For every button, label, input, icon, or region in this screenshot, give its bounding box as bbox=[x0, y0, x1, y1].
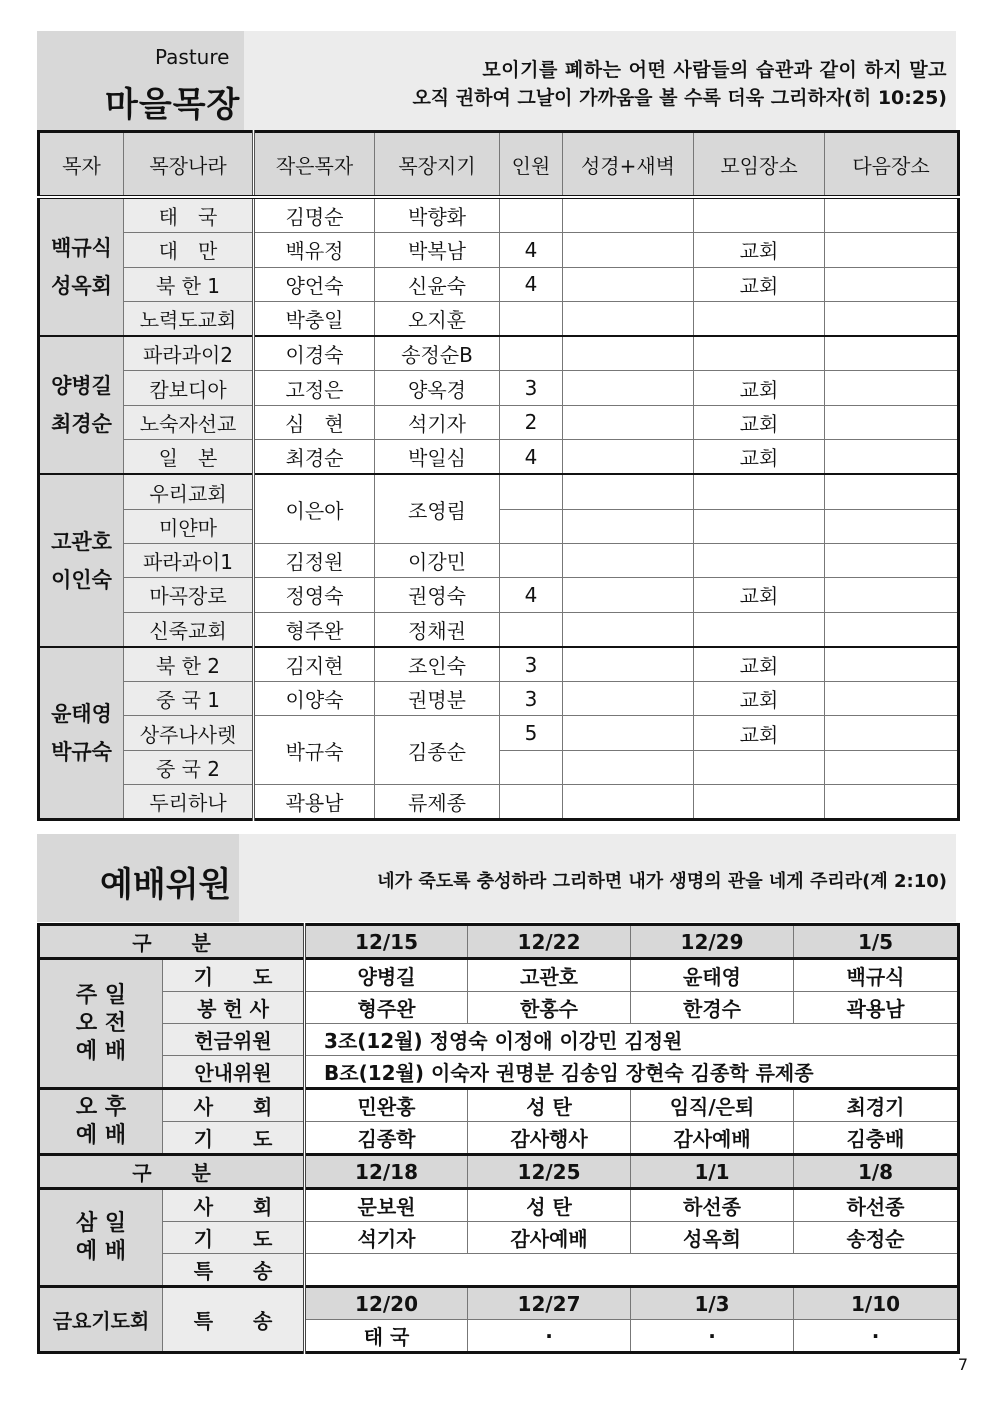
name-cell: 곽용남 bbox=[794, 992, 959, 1024]
pasture-row bbox=[39, 578, 959, 612]
nation-cell: 파라과이2 bbox=[124, 336, 254, 371]
date-cell: 12/29 bbox=[631, 925, 794, 959]
place-cell: 교회 bbox=[694, 440, 825, 475]
pasture-row bbox=[39, 647, 959, 682]
name-cell: · bbox=[631, 1320, 794, 1353]
small-pastor-cell: 박충일 bbox=[254, 301, 375, 336]
nation-cell: 파라과이1 bbox=[124, 543, 254, 577]
count-cell: 3 bbox=[500, 647, 563, 682]
role-special: 특 송 bbox=[163, 1287, 305, 1353]
name-cell: 성 탄 bbox=[468, 1189, 631, 1222]
next-cell bbox=[825, 336, 959, 371]
pasture-row bbox=[39, 785, 959, 820]
dates-row-1 bbox=[39, 925, 959, 959]
bible-cell bbox=[563, 578, 694, 612]
bible-cell bbox=[563, 474, 694, 509]
keeper-cell: 오지훈 bbox=[375, 301, 500, 336]
bible-cell bbox=[563, 543, 694, 577]
keeper-cell: 박향화 bbox=[375, 197, 500, 233]
header-bible: 성경+새벽 bbox=[563, 132, 694, 198]
keeper-cell: 류제종 bbox=[375, 785, 500, 820]
bible-cell bbox=[563, 405, 694, 439]
pasture-row bbox=[39, 197, 959, 233]
count-cell: 4 bbox=[500, 233, 563, 267]
place-cell: 교회 bbox=[694, 716, 825, 750]
pasture-row bbox=[39, 301, 959, 336]
count-cell: 2 bbox=[500, 405, 563, 439]
nation-cell: 우리교회 bbox=[124, 474, 254, 509]
nation-cell: 중 국 1 bbox=[124, 682, 254, 716]
role-host: 사 회 bbox=[163, 1189, 305, 1222]
pasture-row bbox=[39, 682, 959, 716]
count-cell bbox=[500, 612, 563, 647]
keeper-cell: 박복남 bbox=[375, 233, 500, 267]
role-host: 사 회 bbox=[163, 1089, 305, 1122]
section1-verse-line2: 오직 권하여 그날이 가까움을 볼 수록 더욱 그리하자(히 10:25) bbox=[412, 87, 947, 109]
money-committee-text: 3조(12월) 정영숙 이정애 이강민 김정원 bbox=[305, 1024, 959, 1056]
place-cell bbox=[694, 197, 825, 233]
next-cell bbox=[825, 197, 959, 233]
count-cell: 4 bbox=[500, 440, 563, 475]
next-cell bbox=[825, 509, 959, 543]
next-cell bbox=[825, 543, 959, 577]
name-cell: 석기자 bbox=[305, 1222, 468, 1254]
sunday-am-prayer-row bbox=[39, 959, 959, 992]
date-cell: 12/22 bbox=[468, 925, 631, 959]
bible-cell bbox=[563, 682, 694, 716]
name-cell: 김종학 bbox=[305, 1122, 468, 1155]
count-cell: 5 bbox=[500, 716, 563, 750]
count-cell bbox=[500, 750, 563, 784]
pasture-row bbox=[39, 233, 959, 267]
friday-label: 금요기도회 bbox=[39, 1287, 163, 1353]
name-cell: 민완홍 bbox=[305, 1089, 468, 1122]
pasture-row bbox=[39, 440, 959, 475]
role-money: 헌금위원 bbox=[163, 1024, 305, 1056]
role-prayer: 기 도 bbox=[163, 1222, 305, 1254]
count-cell: 4 bbox=[500, 267, 563, 301]
next-cell bbox=[825, 440, 959, 475]
place-cell bbox=[694, 612, 825, 647]
next-cell bbox=[825, 647, 959, 682]
name-cell: 김충배 bbox=[794, 1122, 959, 1155]
nation-cell: 태 국 bbox=[124, 197, 254, 233]
section2-title: 예배위원 bbox=[100, 865, 232, 905]
keeper-cell: 송정순B bbox=[375, 336, 500, 371]
bible-cell bbox=[563, 233, 694, 267]
place-cell: 교회 bbox=[694, 405, 825, 439]
small-pastor-cell: 심 현 bbox=[254, 405, 375, 439]
pasture-row bbox=[39, 371, 959, 405]
date-cell: 1/3 bbox=[631, 1287, 794, 1320]
date-cell: 12/18 bbox=[305, 1155, 468, 1189]
nation-cell: 노숙자선교 bbox=[124, 405, 254, 439]
sunday-am-offering-row bbox=[39, 992, 959, 1024]
nation-cell: 두리하나 bbox=[124, 785, 254, 820]
nation-cell: 마곡장로 bbox=[124, 578, 254, 612]
next-cell bbox=[825, 578, 959, 612]
date-cell: 1/8 bbox=[794, 1155, 959, 1189]
usher-committee-text: B조(12월) 이숙자 권명분 김송임 장현숙 김종학 류제종 bbox=[305, 1056, 959, 1089]
wednesday-prayer-row bbox=[39, 1222, 959, 1254]
nation-cell: 노력도교회 bbox=[124, 301, 254, 336]
nation-cell: 일 본 bbox=[124, 440, 254, 475]
name-cell: 임직/은퇴 bbox=[631, 1089, 794, 1122]
small-pastor-cell: 이경숙 bbox=[254, 336, 375, 371]
count-cell bbox=[500, 474, 563, 509]
bible-cell bbox=[563, 612, 694, 647]
role-offering: 봉 헌 사 bbox=[163, 992, 305, 1024]
count-cell bbox=[500, 543, 563, 577]
keeper-cell: 권명분 bbox=[375, 682, 500, 716]
header-small-pastor: 작은목자 bbox=[254, 132, 375, 198]
worship-committee-table bbox=[37, 923, 960, 1354]
place-cell: 교회 bbox=[694, 647, 825, 682]
name-cell: 태 국 bbox=[305, 1320, 468, 1353]
next-cell bbox=[825, 405, 959, 439]
bible-cell bbox=[563, 301, 694, 336]
page-number: 7 bbox=[957, 1355, 968, 1374]
count-cell bbox=[500, 509, 563, 543]
name-cell: 최경기 bbox=[794, 1089, 959, 1122]
next-cell bbox=[825, 716, 959, 750]
keeper-cell: 정채권 bbox=[375, 612, 500, 647]
place-cell bbox=[694, 543, 825, 577]
next-cell bbox=[825, 301, 959, 336]
small-pastor-cell: 김명순 bbox=[254, 197, 375, 233]
name-cell: · bbox=[794, 1320, 959, 1353]
nation-cell: 대 만 bbox=[124, 233, 254, 267]
next-cell bbox=[825, 474, 959, 509]
name-cell: 한홍수 bbox=[468, 992, 631, 1024]
header-next: 다음장소 bbox=[825, 132, 959, 198]
count-cell bbox=[500, 301, 563, 336]
place-cell bbox=[694, 301, 825, 336]
pastor-cell: 백규식 성옥회 bbox=[39, 197, 124, 336]
bible-cell bbox=[563, 785, 694, 820]
small-pastor-cell: 김정원 bbox=[254, 543, 375, 577]
place-cell bbox=[694, 509, 825, 543]
date-cell: 1/1 bbox=[631, 1155, 794, 1189]
gubun-label: 구 분 bbox=[39, 1155, 305, 1189]
pasture-table bbox=[37, 130, 960, 821]
small-pastor-cell: 김지현 bbox=[254, 647, 375, 682]
name-cell: 윤태영 bbox=[631, 959, 794, 992]
small-pastor-cell: 양언숙 bbox=[254, 267, 375, 301]
pasture-row bbox=[39, 267, 959, 301]
sunday-pm-host-row bbox=[39, 1089, 959, 1122]
next-cell bbox=[825, 233, 959, 267]
bible-cell bbox=[563, 267, 694, 301]
small-pastor-cell: 이은아 bbox=[254, 474, 375, 543]
keeper-cell: 김종순 bbox=[375, 716, 500, 785]
role-prayer: 기 도 bbox=[163, 1122, 305, 1155]
place-cell: 교회 bbox=[694, 371, 825, 405]
date-cell: 12/25 bbox=[468, 1155, 631, 1189]
small-pastor-cell: 곽용남 bbox=[254, 785, 375, 820]
nation-cell: 북 한 2 bbox=[124, 647, 254, 682]
pasture-row bbox=[39, 336, 959, 371]
next-cell bbox=[825, 682, 959, 716]
header-keeper: 목장지기 bbox=[375, 132, 500, 198]
bible-cell bbox=[563, 750, 694, 784]
place-cell: 교회 bbox=[694, 233, 825, 267]
count-cell bbox=[500, 197, 563, 233]
name-cell: 성옥희 bbox=[631, 1222, 794, 1254]
place-cell bbox=[694, 474, 825, 509]
header-nation: 목장나라 bbox=[124, 132, 254, 198]
next-cell bbox=[825, 750, 959, 784]
bible-cell bbox=[563, 647, 694, 682]
next-cell bbox=[825, 371, 959, 405]
name-cell: 형주완 bbox=[305, 992, 468, 1024]
place-cell bbox=[694, 750, 825, 784]
keeper-cell: 양옥경 bbox=[375, 371, 500, 405]
place-cell: 교회 bbox=[694, 267, 825, 301]
nation-cell: 미얀마 bbox=[124, 509, 254, 543]
date-cell: 12/20 bbox=[305, 1287, 468, 1320]
pastor-cell: 윤태영 박규숙 bbox=[39, 647, 124, 820]
nation-cell: 상주나사렛 bbox=[124, 716, 254, 750]
keeper-cell: 조인숙 bbox=[375, 647, 500, 682]
keeper-cell: 조영림 bbox=[375, 474, 500, 543]
role-prayer: 기 도 bbox=[163, 959, 305, 992]
next-cell bbox=[825, 267, 959, 301]
pastor-cell: 양병길 최경순 bbox=[39, 336, 124, 474]
date-cell: 1/5 bbox=[794, 925, 959, 959]
pasture-header-row bbox=[39, 132, 959, 198]
name-cell: 한경수 bbox=[631, 992, 794, 1024]
role-special: 특 송 bbox=[163, 1254, 305, 1287]
pastor-cell: 고관호 이인숙 bbox=[39, 474, 124, 646]
wednesday-host-row bbox=[39, 1189, 959, 1222]
name-cell: 감사예배 bbox=[468, 1222, 631, 1254]
place-cell bbox=[694, 336, 825, 371]
bible-cell bbox=[563, 371, 694, 405]
place-cell: 교회 bbox=[694, 682, 825, 716]
sunday-am-money-row bbox=[39, 1024, 959, 1056]
keeper-cell: 이강민 bbox=[375, 543, 500, 577]
place-cell bbox=[694, 785, 825, 820]
small-pastor-cell: 박규숙 bbox=[254, 716, 375, 785]
place-cell: 교회 bbox=[694, 578, 825, 612]
keeper-cell: 박일심 bbox=[375, 440, 500, 475]
nation-cell: 신죽교회 bbox=[124, 612, 254, 647]
gubun-label: 구 분 bbox=[39, 925, 305, 959]
name-cell: 감사예배 bbox=[631, 1122, 794, 1155]
sunday-am-label: 주 일 오 전 예 배 bbox=[39, 959, 163, 1089]
count-cell bbox=[500, 785, 563, 820]
sunday-pm-label: 오 후 예 배 bbox=[39, 1089, 163, 1155]
name-cell: 성 탄 bbox=[468, 1089, 631, 1122]
friday-dates-row bbox=[39, 1287, 959, 1320]
bible-cell bbox=[563, 716, 694, 750]
next-cell bbox=[825, 785, 959, 820]
section1-title-en: Pasture bbox=[155, 45, 230, 69]
pasture-row bbox=[39, 543, 959, 577]
small-pastor-cell: 정영숙 bbox=[254, 578, 375, 612]
date-cell: 12/15 bbox=[305, 925, 468, 959]
bible-cell bbox=[563, 197, 694, 233]
keeper-cell: 석기자 bbox=[375, 405, 500, 439]
small-pastor-cell: 이양숙 bbox=[254, 682, 375, 716]
sunday-am-usher-row bbox=[39, 1056, 959, 1089]
name-cell: 문보원 bbox=[305, 1189, 468, 1222]
name-cell: 하선종 bbox=[794, 1189, 959, 1222]
sunday-pm-prayer-row bbox=[39, 1122, 959, 1155]
wednesday-label: 삼 일 예 배 bbox=[39, 1189, 163, 1287]
count-cell: 4 bbox=[500, 578, 563, 612]
nation-cell: 중 국 2 bbox=[124, 750, 254, 784]
small-pastor-cell: 백유정 bbox=[254, 233, 375, 267]
dates-row-2 bbox=[39, 1155, 959, 1189]
name-cell: 감사행사 bbox=[468, 1122, 631, 1155]
name-cell: 고관호 bbox=[468, 959, 631, 992]
nation-cell: 캄보디아 bbox=[124, 371, 254, 405]
header-place: 모임장소 bbox=[694, 132, 825, 198]
header-count: 인원 bbox=[500, 132, 563, 198]
section1-verse-line1: 모이기를 폐하는 어떤 사람들의 습관과 같이 하지 말고 bbox=[482, 59, 947, 81]
special-empty-cell bbox=[305, 1254, 959, 1287]
keeper-cell: 권영숙 bbox=[375, 578, 500, 612]
name-cell: 송정순 bbox=[794, 1222, 959, 1254]
small-pastor-cell: 최경순 bbox=[254, 440, 375, 475]
name-cell: 하선종 bbox=[631, 1189, 794, 1222]
bible-cell bbox=[563, 336, 694, 371]
count-cell: 3 bbox=[500, 371, 563, 405]
section2-verse: 네가 죽도록 충성하라 그리하면 내가 생명의 관을 네게 주리라(계 2:10) bbox=[377, 871, 947, 892]
pasture-row bbox=[39, 716, 959, 750]
keeper-cell: 신윤숙 bbox=[375, 267, 500, 301]
nation-cell: 북 한 1 bbox=[124, 267, 254, 301]
bible-cell bbox=[563, 440, 694, 475]
pasture-row bbox=[39, 405, 959, 439]
role-usher: 안내위원 bbox=[163, 1056, 305, 1089]
pasture-row bbox=[39, 612, 959, 647]
count-cell: 3 bbox=[500, 682, 563, 716]
date-cell: 1/10 bbox=[794, 1287, 959, 1320]
bible-cell bbox=[563, 509, 694, 543]
small-pastor-cell: 형주완 bbox=[254, 612, 375, 647]
pasture-row bbox=[39, 474, 959, 509]
section1-title: 마을목장 bbox=[105, 85, 241, 125]
count-cell bbox=[500, 336, 563, 371]
small-pastor-cell: 고정은 bbox=[254, 371, 375, 405]
next-cell bbox=[825, 612, 959, 647]
header-pastor: 목자 bbox=[39, 132, 124, 198]
date-cell: 12/27 bbox=[468, 1287, 631, 1320]
wednesday-special-row bbox=[39, 1254, 959, 1287]
name-cell: 백규식 bbox=[794, 959, 959, 992]
name-cell: · bbox=[468, 1320, 631, 1353]
name-cell: 양병길 bbox=[305, 959, 468, 992]
